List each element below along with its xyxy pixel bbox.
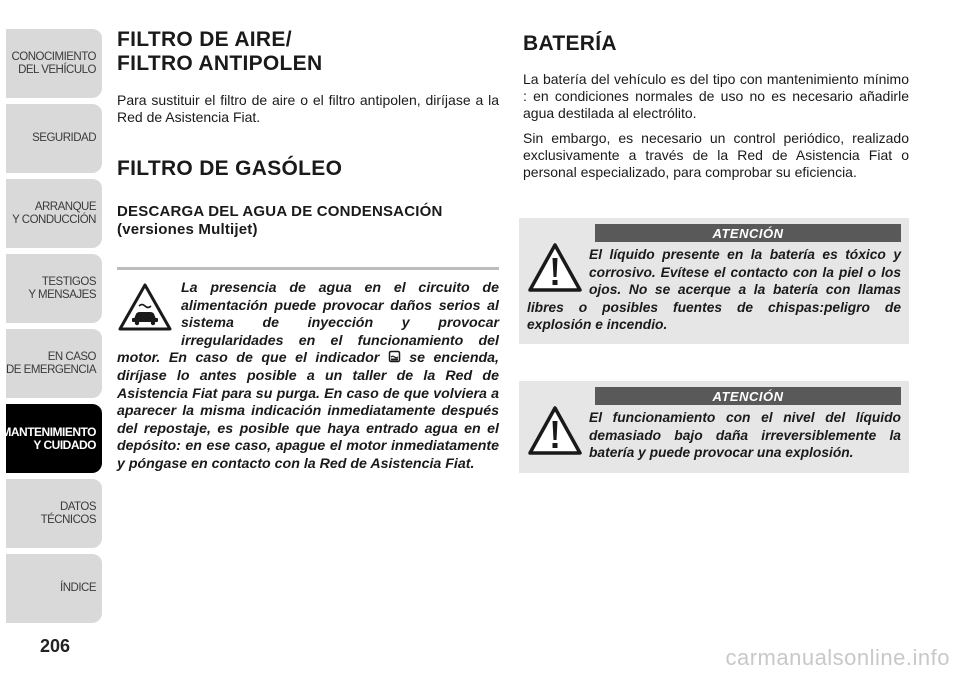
attention-box-level <box>519 381 909 473</box>
page-number: 206 <box>40 636 71 656</box>
subheading-descarga-agua: DESCARGA DEL AGUA DE CONDENSACIÓN (versiones Multijet) <box>117 203 443 238</box>
heading-filtro-aire: FILTRO DE AIRE/ FILTRO ANTIPOLEN <box>117 28 323 75</box>
paragraph-filtro-aire: Para sustituir el filtro de aire o el filtro antipolen, diríjase a la Red de Asistencia Fiat. <box>117 92 499 125</box>
right-column <box>523 28 909 181</box>
attention-label: ATENCIÓN <box>595 387 901 405</box>
left-column <box>117 28 499 474</box>
tab-conocimiento[interactable]: CONOCIMIENTO DEL VEHÍCULO <box>6 28 102 98</box>
heading-filtro-gasoleo: FILTRO DE GASÓLEO <box>117 157 343 180</box>
attention-triangle-icon <box>527 242 583 294</box>
warning-water-in-fuel <box>117 278 499 474</box>
tab-emergencia[interactable]: EN CASO DE EMERGENCIA <box>6 328 102 398</box>
tab-arranque[interactable]: ARRANQUE Y CONDUCCIÓN <box>6 178 102 248</box>
warning-text-part2: se encienda, diríjase lo antes posible a un taller de la Red de Asistencia Fiat para su purga. En caso de que volviera a aparecer la misma indicación inmediatamente después del repostaje, es posible que haya entrado agua en el depósito: en ese caso, apague el motor inmediatamente y póngase en contacto con la Red de Asistencia Fiat. <box>117 350 499 472</box>
attention-text-level: El funcionamiento con el nivel del líquido demasiado bajo daña irreversiblemente la batería y puede provocar una explosión. <box>589 410 901 460</box>
tab-indice[interactable]: ÍNDICE <box>6 553 102 623</box>
attention-text-toxic: El líquido presente en la batería es tóxico y corrosivo. Evítese el contacto con la piel o los ojos. No se acerque a la batería con llamas libres o posibles fuentes de chispas:peligro de explosión e incendio. <box>527 247 901 332</box>
attention-label: ATENCIÓN <box>595 224 901 242</box>
paragraph-bateria-1: La batería del vehículo es del tipo con mantenimiento mínimo : en condiciones normales de uso no es necesario añadirle agua destilada al electrólito. <box>523 71 909 121</box>
section-divider <box>117 267 499 270</box>
watermark: carmanualsonline.info <box>725 645 950 670</box>
heading-bateria: BATERÍA <box>523 32 617 55</box>
warning-text-part1: La presencia de agua en el circuito de alimentación puede provocar daños serios al sistema de inyección y provocar irregularidades en el funcionamiento del motor. En caso de que el indicador <box>117 280 499 367</box>
attention-triangle-icon <box>527 405 583 457</box>
water-in-fuel-icon <box>388 350 401 363</box>
tab-seguridad[interactable]: SEGURIDAD <box>6 103 102 173</box>
tab-datos-tecnicos[interactable]: DATOS TÉCNICOS <box>6 478 102 548</box>
car-warning-icon <box>117 282 173 332</box>
tab-mantenimiento[interactable]: MANTENIMIENTO Y CUIDADO <box>6 403 102 473</box>
tab-testigos[interactable]: TESTIGOS Y MENSAJES <box>6 253 102 323</box>
attention-box-toxic <box>519 218 909 344</box>
paragraph-bateria-2: Sin embargo, es necesario un control periódico, realizado exclusivamente a través de la Red de Asistencia Fiat o personal especializado, para comprobar su eficiencia. <box>523 130 909 180</box>
